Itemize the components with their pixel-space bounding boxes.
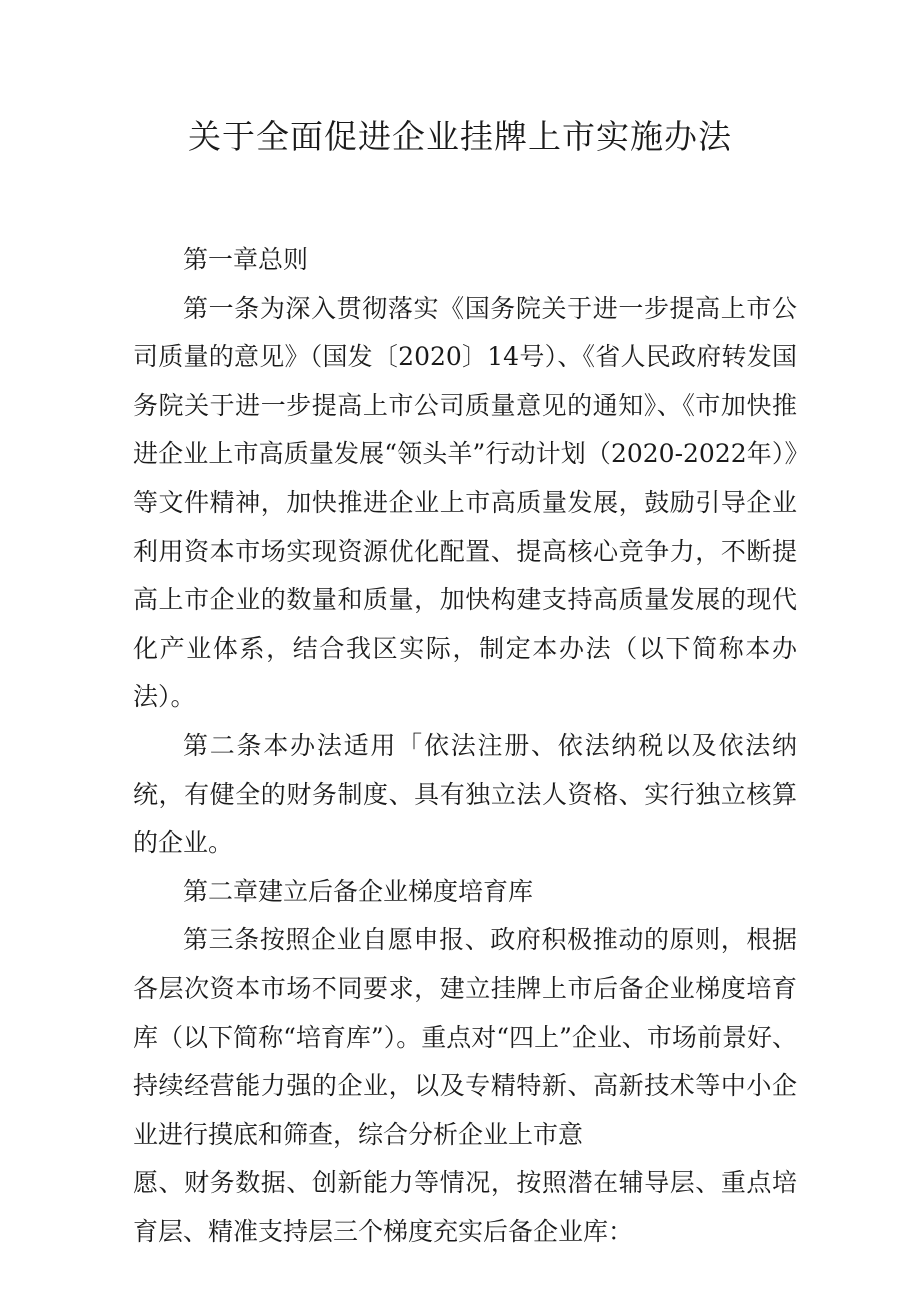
- article-3-paragraph: 第三条按照企业自愿申报、政府积极推动的原则，根据各层次资本市场不同要求，建立挂牌上市后备企业梯度培育库（以下简称“培育库”）。重点对“四上”企业、市场前景好、持续经营能力强的企业，以及专精特新、高新技术等中小企业进行摸底和筛查，综合分析企业上市意: [133, 925, 797, 1149]
- article-3-continuation: 愿、财务数据、创新能力等情况，按照潜在辅导层、重点培育层、精准支持层三个梯度充实后备企业库：: [133, 1168, 797, 1246]
- document-title: 关于全面促进企业挂牌上市实施办法: [188, 117, 732, 156]
- document-body: [133, 236, 797, 1256]
- chapter-heading-1: 第一章总则: [183, 245, 309, 274]
- article-1-paragraph: 第一条为深入贯彻落实《国务院关于进一步提高上市公司质量的意见》（国发〔2020〕14号）、《省人民政府转发国务院关于进一步提高上市公司质量意见的通知》、《市加快推进企业上市高质量发展“领头羊”行动计划（2020-2022年）》等文件精神，加快推进企业上市高质量发展，鼓励引导企业利用资本市场实现资源优化配置、提高核心竞争力，不断提高上市企业的数量和质量，加快构建支持高质量发展的现代化产业体系，结合我区实际，制定本办法（以下简称本办法）。: [133, 293, 797, 712]
- article-2-paragraph: 第二条本办法适用「依法注册、依法纳税以及依法纳统，有健全的财务制度、具有独立法人资格、实行独立核算的企业。: [133, 730, 797, 858]
- chapter-heading-2: 第二章建立后备企业梯度培育库: [183, 876, 534, 906]
